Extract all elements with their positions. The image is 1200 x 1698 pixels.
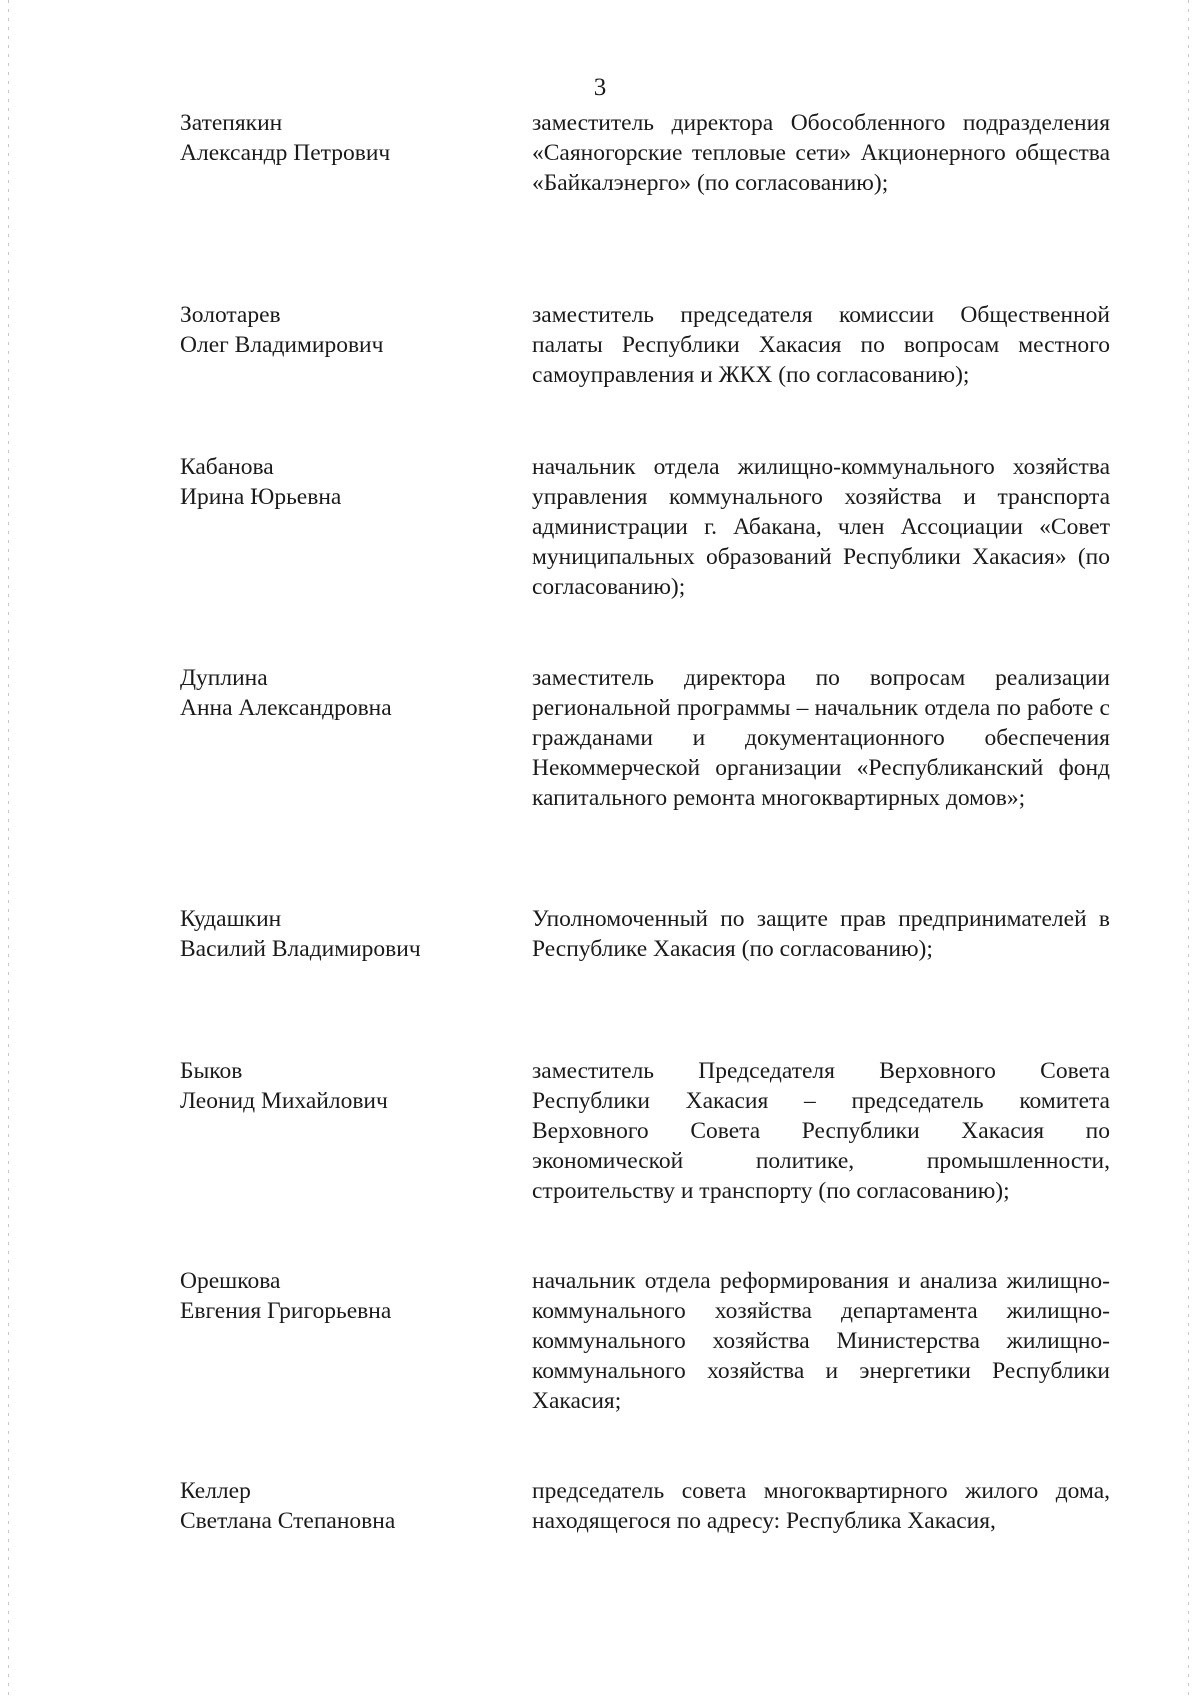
member-name: [180, 904, 500, 964]
member-name: [180, 1266, 500, 1326]
page-number: 3: [593, 74, 607, 101]
member-name: [180, 663, 500, 723]
member-name: [180, 452, 500, 512]
member-given-names: Олег Владимирович: [180, 332, 384, 358]
member-name: [180, 108, 500, 168]
member-role: заместитель Председателя Верховного Совета Республики Хакасия – председатель комитета Верховного Совета Республики Хакасия по экономической политике, промышленности, строительству и транспорту (по согласованию);: [532, 1058, 1110, 1204]
member-role: начальник отдела реформирования и анализа жилищно-коммунального хозяйства департамента жилищно-коммунального хозяйства Министерства жилищно-коммунального хозяйства и энергетики Республики Хакасия;: [532, 1268, 1110, 1414]
member-surname: Орешкова: [180, 1268, 281, 1294]
member-name: [180, 1476, 500, 1536]
member-role: Уполномоченный по защите прав предпринимателей в Республике Хакасия (по согласованию);: [532, 906, 1110, 962]
member-role: заместитель председателя комиссии Общественной палаты Республики Хакасия по вопросам местного самоуправления и ЖКХ (по согласованию);: [532, 302, 1110, 388]
member-given-names: Василий Владимирович: [180, 936, 421, 962]
member-role: председатель совета многоквартирного жилого дома, находящегося по адресу: Республика Хакасия,: [532, 1478, 1110, 1534]
member-surname: Кабанова: [180, 454, 274, 480]
member-surname: Кудашкин: [180, 906, 282, 932]
member-surname: Быков: [180, 1058, 243, 1084]
member-surname: Затепякин: [180, 110, 283, 136]
member-given-names: Ирина Юрьевна: [180, 484, 342, 510]
member-role: заместитель директора по вопросам реализации региональной программы – начальник отдела по работе с гражданами и документационного обеспечения Некоммерческой организации «Республиканский фонд капитального ремонта многоквартирных домов»;: [532, 665, 1110, 811]
member-given-names: Светлана Степановна: [180, 1508, 396, 1534]
scan-edge-left: [8, 0, 9, 1698]
member-name: [180, 1056, 500, 1116]
member-surname: Золотарев: [180, 302, 281, 328]
member-given-names: Евгения Григорьевна: [180, 1298, 392, 1324]
member-surname: Келлер: [180, 1478, 251, 1504]
member-name: [180, 300, 500, 360]
member-role: начальник отдела жилищно-коммунального хозяйства управления коммунального хозяйства и транспорта администрации г. Абакана, член Ассоциации «Совет муниципальных образований Республики Хакасия» (по согласованию);: [532, 454, 1110, 600]
scan-edge-right: [1188, 0, 1189, 1698]
member-role: заместитель директора Обособленного подразделения «Саяногорские тепловые сети» Акционерного общества «Байкалэнерго» (по согласованию);: [532, 110, 1110, 196]
member-given-names: Леонид Михайлович: [180, 1088, 388, 1114]
member-surname: Дуплина: [180, 665, 268, 691]
member-given-names: Анна Александровна: [180, 695, 392, 721]
member-given-names: Александр Петрович: [180, 140, 391, 166]
